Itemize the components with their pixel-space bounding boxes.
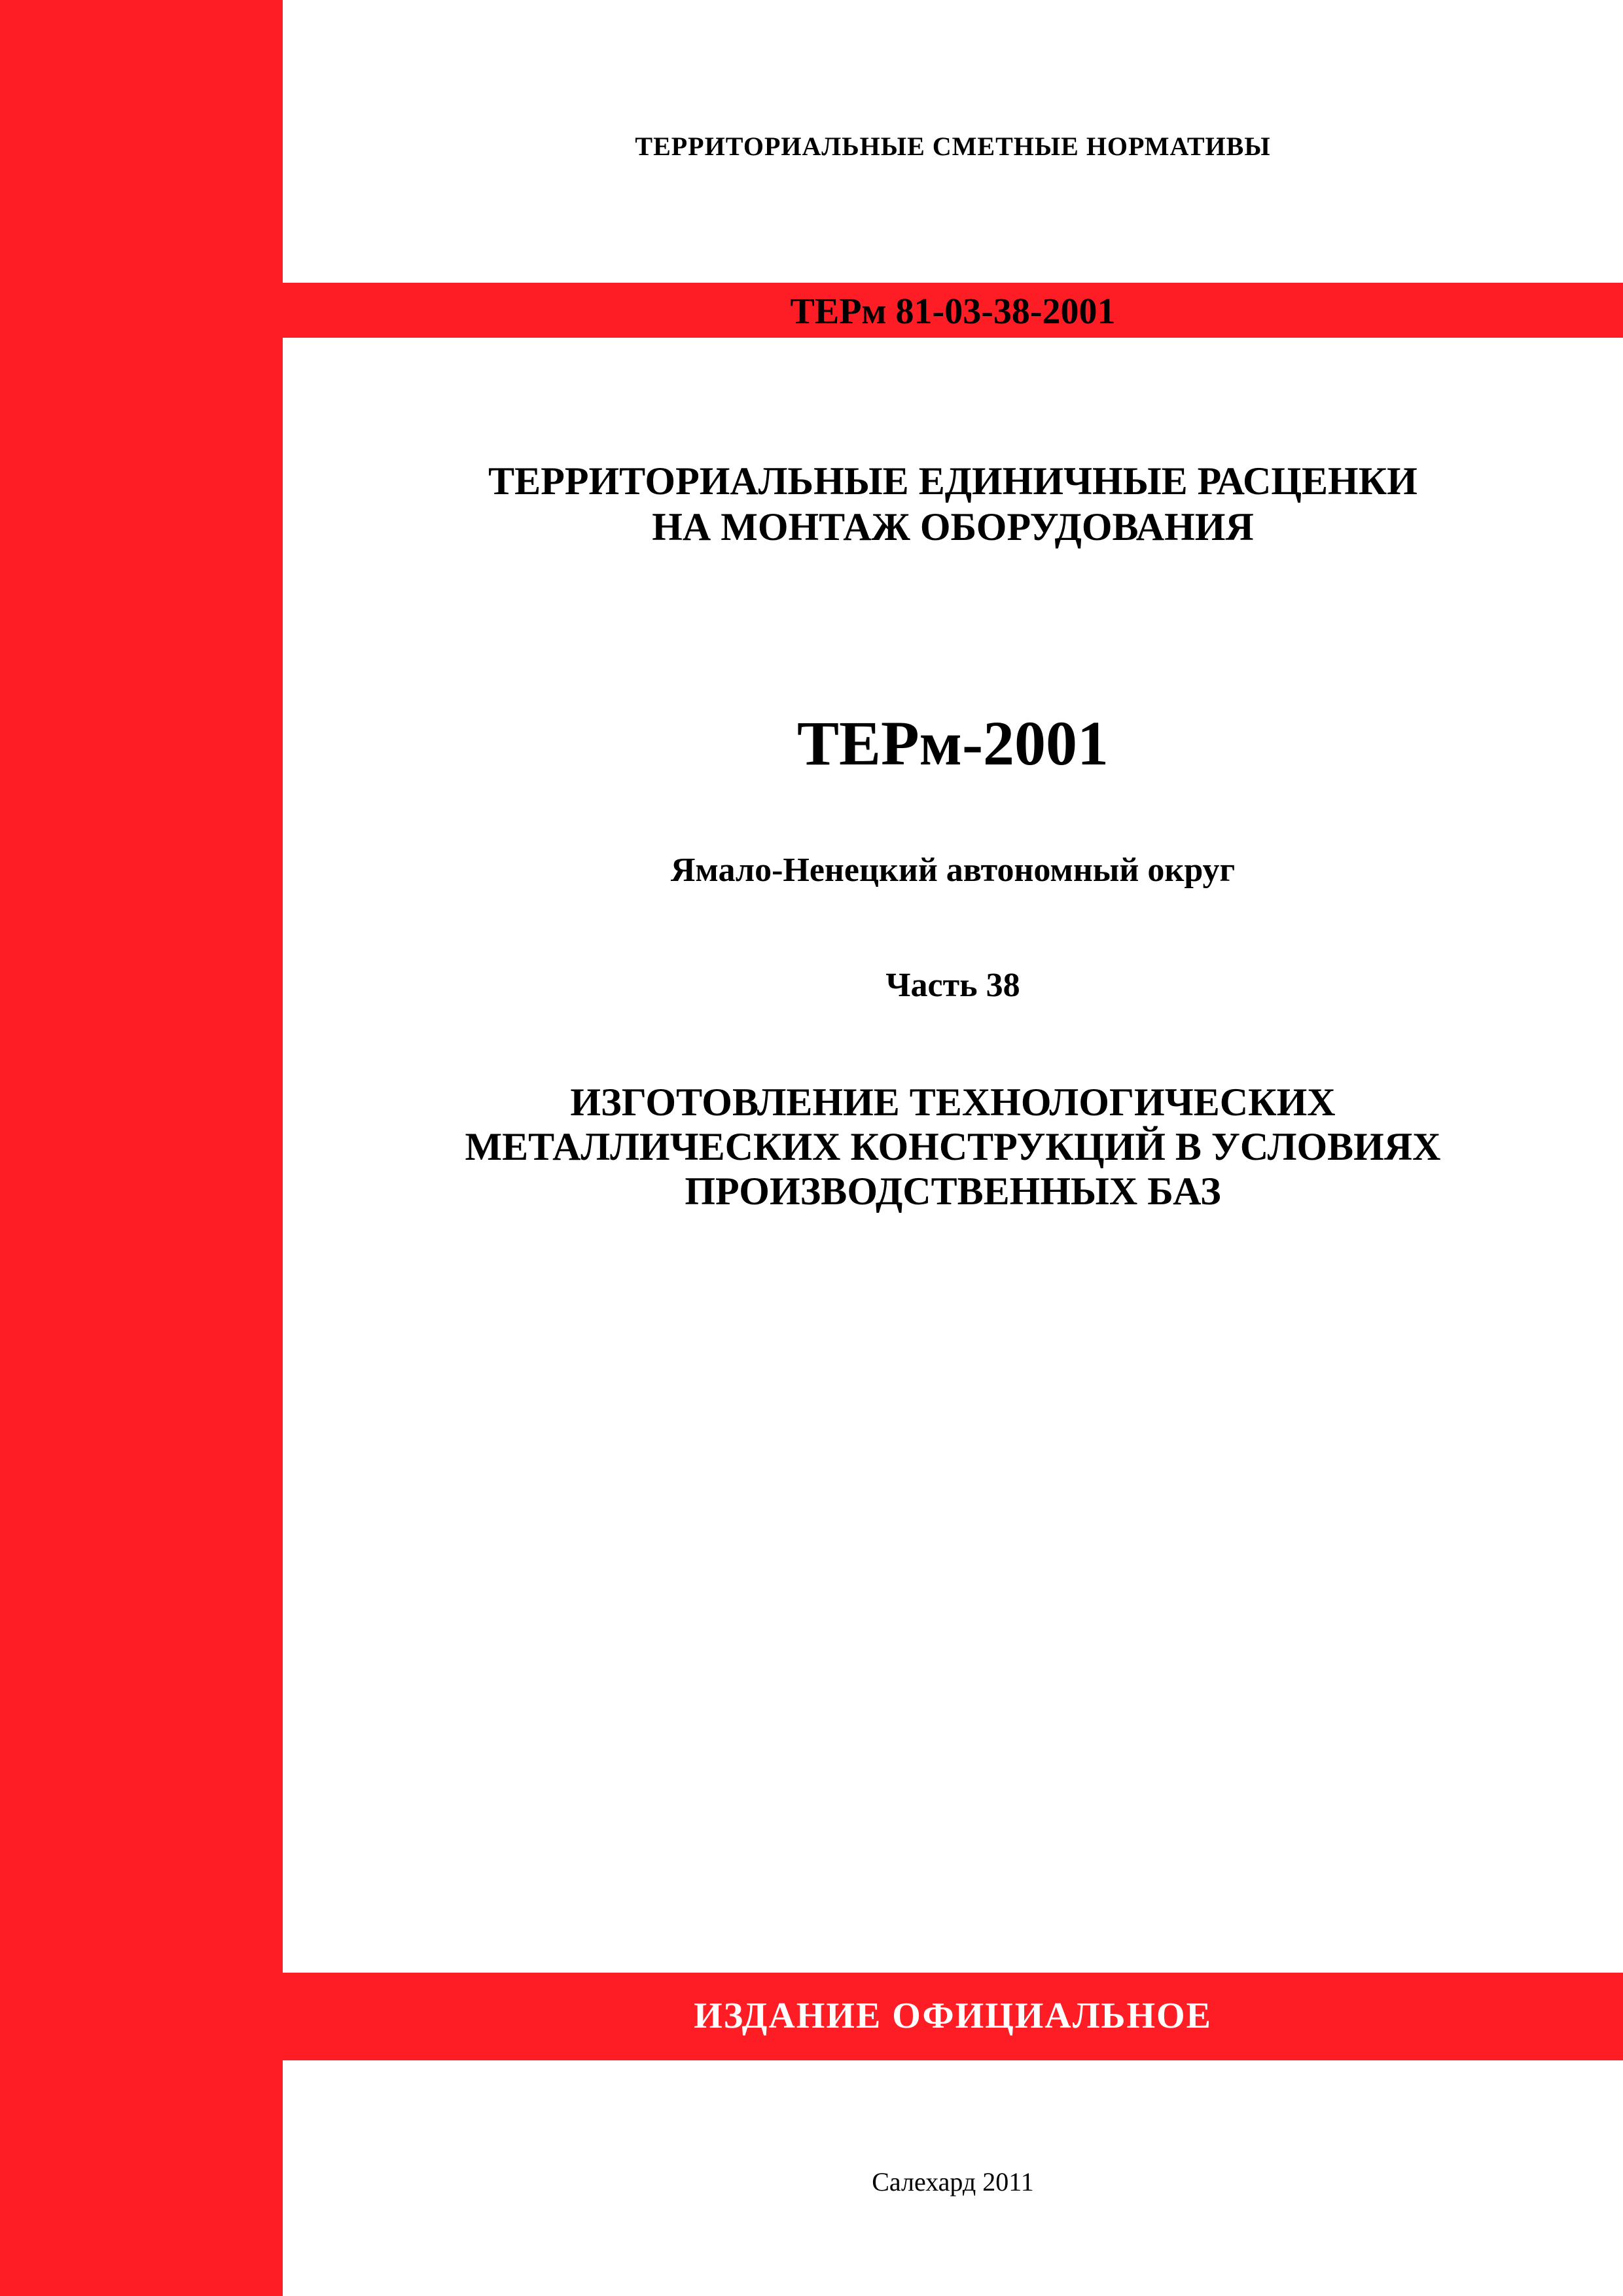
divider-gap (283, 338, 1623, 346)
left-red-sidebar (0, 0, 283, 2296)
official-edition-band (0, 1973, 1623, 2060)
divider-gap (283, 2060, 1623, 2071)
document-title-line: НА МОНТАЖ ОБОРУДОВАНИЯ (652, 505, 1254, 548)
main-title: ТЕРм-2001 (796, 708, 1109, 778)
part-number: Часть 38 (885, 967, 1020, 1004)
divider-gap (283, 1961, 1623, 1973)
document-code: ТЕРм 81-03-38-2001 (790, 291, 1116, 332)
official-edition-label: ИЗДАНИЕ ОФИЦИАЛЬНОЕ (694, 1996, 1212, 2036)
region-name: Ямало-Ненецкий автономный округ (670, 852, 1236, 889)
series-heading: ТЕРРИТОРИАЛЬНЫЕ СМЕТНЫЕ НОРМАТИВЫ (635, 132, 1271, 161)
divider-gap (283, 274, 1623, 283)
section-title-line: МЕТАЛЛИЧЕСКИХ КОНСТРУКЦИЙ В УСЛОВИЯХ (465, 1125, 1441, 1168)
section-title (283, 1080, 1623, 1213)
document-title (283, 458, 1623, 550)
publication-place-year: Салехард 2011 (872, 2167, 1034, 2197)
document-title-line: ТЕРРИТОРИАЛЬНЫЕ ЕДИНИЧНЫЕ РАСЦЕНКИ (488, 459, 1418, 503)
section-title-line: ПРОИЗВОДСТВЕННЫХ БАЗ (685, 1170, 1221, 1213)
section-title-line: ИЗГОТОВЛЕНИЕ ТЕХНОЛОГИЧЕСКИХ (570, 1081, 1336, 1124)
code-band (0, 283, 1623, 338)
